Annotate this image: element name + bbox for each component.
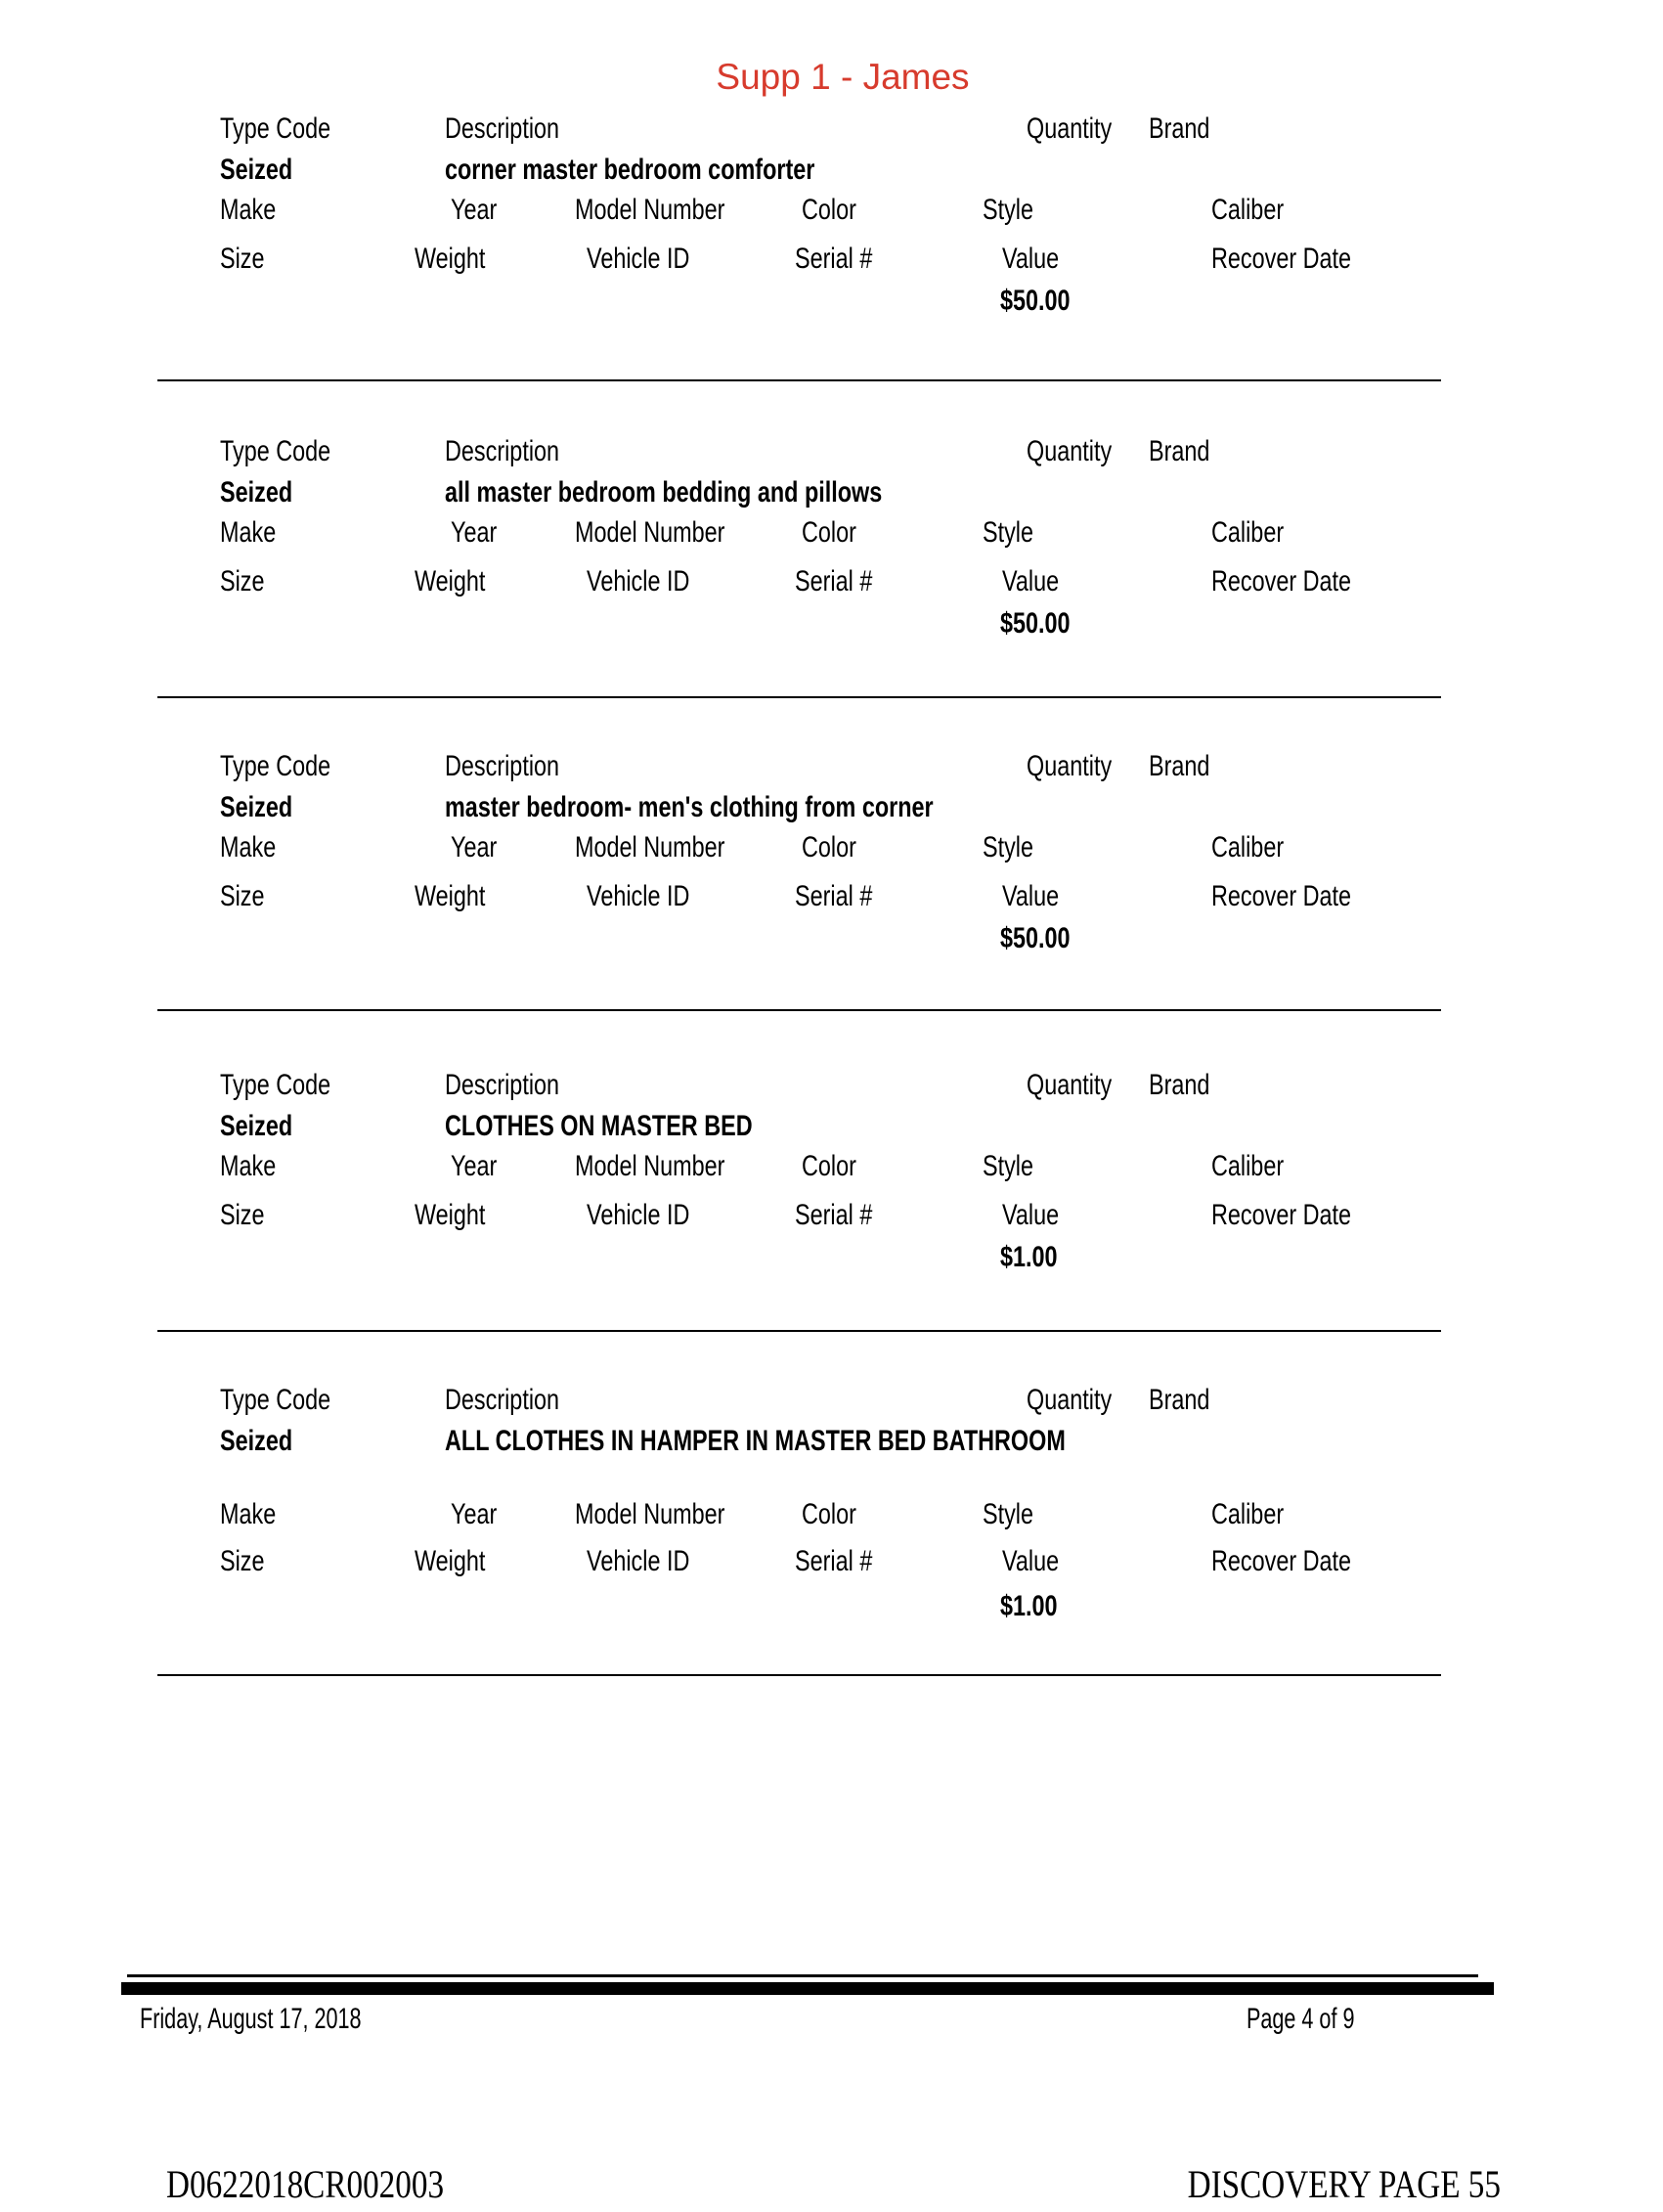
description-label: Description: [445, 435, 560, 467]
page-title: Supp 1 - James: [716, 57, 970, 97]
serial-label: Serial #: [795, 1199, 873, 1231]
make-label: Make: [220, 1150, 277, 1182]
make-label: Make: [220, 1498, 277, 1530]
quantity-label: Quantity: [1027, 435, 1113, 467]
quantity-label: Quantity: [1027, 1384, 1113, 1416]
make-label: Make: [220, 194, 277, 226]
description-label: Description: [445, 750, 560, 782]
brand-label: Brand: [1149, 750, 1210, 782]
description-label: Description: [445, 1069, 560, 1101]
value-label: Value: [1002, 1545, 1060, 1577]
serial-label: Serial #: [795, 880, 873, 912]
make-label: Make: [220, 831, 277, 863]
vehicle-id-label: Vehicle ID: [587, 1199, 690, 1231]
vehicle-id-label: Vehicle ID: [587, 565, 690, 597]
style-label: Style: [983, 194, 1034, 226]
description-value: ALL CLOTHES IN HAMPER IN MASTER BED BATHROOM: [445, 1425, 1066, 1457]
style-label: Style: [983, 1150, 1034, 1182]
caliber-label: Caliber: [1211, 1150, 1285, 1182]
weight-label: Weight: [415, 565, 486, 597]
description-value: master bedroom- men's clothing from corner: [445, 791, 934, 823]
value-amount: $50.00: [1000, 922, 1071, 954]
color-label: Color: [802, 194, 856, 226]
brand-label: Brand: [1149, 1384, 1210, 1416]
model-number-label: Model Number: [575, 1150, 725, 1182]
vehicle-id-label: Vehicle ID: [587, 880, 690, 912]
type-code-label: Type Code: [220, 1384, 331, 1416]
weight-label: Weight: [415, 1199, 486, 1231]
vehicle-id-label: Vehicle ID: [587, 243, 690, 275]
value-amount: $1.00: [1000, 1241, 1058, 1273]
year-label: Year: [451, 194, 498, 226]
model-number-label: Model Number: [575, 831, 725, 863]
section-divider: [157, 379, 1441, 381]
vehicle-id-label: Vehicle ID: [587, 1545, 690, 1577]
size-label: Size: [220, 565, 265, 597]
brand-label: Brand: [1149, 435, 1210, 467]
section-divider: [157, 1330, 1441, 1332]
color-label: Color: [802, 1498, 856, 1530]
model-number-label: Model Number: [575, 516, 725, 549]
type-code-label: Type Code: [220, 1069, 331, 1101]
type-code-label: Type Code: [220, 435, 331, 467]
quantity-label: Quantity: [1027, 112, 1113, 145]
make-label: Make: [220, 516, 277, 549]
color-label: Color: [802, 831, 856, 863]
discovery-page-stamp: DISCOVERY PAGE 55: [1187, 2162, 1501, 2206]
value-label: Value: [1002, 1199, 1060, 1231]
size-label: Size: [220, 1545, 265, 1577]
caliber-label: Caliber: [1211, 831, 1285, 863]
description-value: all master bedroom bedding and pillows: [445, 476, 883, 509]
caliber-label: Caliber: [1211, 516, 1285, 549]
color-label: Color: [802, 1150, 856, 1182]
type-code-value: Seized: [220, 791, 293, 823]
color-label: Color: [802, 516, 856, 549]
value-amount: $50.00: [1000, 607, 1071, 640]
style-label: Style: [983, 1498, 1034, 1530]
description-label: Description: [445, 1384, 560, 1416]
weight-label: Weight: [415, 1545, 486, 1577]
year-label: Year: [451, 1150, 498, 1182]
section-divider: [157, 1009, 1441, 1011]
size-label: Size: [220, 880, 265, 912]
caliber-label: Caliber: [1211, 1498, 1285, 1530]
value-amount: $50.00: [1000, 285, 1071, 317]
weight-label: Weight: [415, 880, 486, 912]
recover-date-label: Recover Date: [1211, 1545, 1352, 1577]
type-code-label: Type Code: [220, 750, 331, 782]
model-number-label: Model Number: [575, 1498, 725, 1530]
type-code-value: Seized: [220, 154, 293, 186]
case-number: D0622018CR002003: [166, 2162, 445, 2206]
size-label: Size: [220, 243, 265, 275]
brand-label: Brand: [1149, 112, 1210, 145]
caliber-label: Caliber: [1211, 194, 1285, 226]
footer-date: Friday, August 17, 2018: [140, 2003, 362, 2035]
value-label: Value: [1002, 565, 1060, 597]
value-label: Value: [1002, 880, 1060, 912]
footer-rule-thin: [127, 1974, 1478, 1977]
model-number-label: Model Number: [575, 194, 725, 226]
footer-rule-thick: [121, 1982, 1494, 1995]
recover-date-label: Recover Date: [1211, 880, 1352, 912]
description-label: Description: [445, 112, 560, 145]
value-amount: $1.00: [1000, 1590, 1058, 1622]
style-label: Style: [983, 831, 1034, 863]
quantity-label: Quantity: [1027, 750, 1113, 782]
description-value: CLOTHES ON MASTER BED: [445, 1110, 753, 1142]
weight-label: Weight: [415, 243, 486, 275]
serial-label: Serial #: [795, 243, 873, 275]
type-code-label: Type Code: [220, 112, 331, 145]
year-label: Year: [451, 831, 498, 863]
description-value: corner master bedroom comforter: [445, 154, 815, 186]
serial-label: Serial #: [795, 1545, 873, 1577]
size-label: Size: [220, 1199, 265, 1231]
recover-date-label: Recover Date: [1211, 243, 1352, 275]
section-divider: [157, 1674, 1441, 1676]
recover-date-label: Recover Date: [1211, 565, 1352, 597]
style-label: Style: [983, 516, 1034, 549]
value-label: Value: [1002, 243, 1060, 275]
footer-page-number: Page 4 of 9: [1246, 2003, 1354, 2035]
type-code-value: Seized: [220, 1425, 293, 1457]
section-divider: [157, 696, 1441, 698]
year-label: Year: [451, 1498, 498, 1530]
type-code-value: Seized: [220, 1110, 293, 1142]
brand-label: Brand: [1149, 1069, 1210, 1101]
type-code-value: Seized: [220, 476, 293, 509]
recover-date-label: Recover Date: [1211, 1199, 1352, 1231]
year-label: Year: [451, 516, 498, 549]
quantity-label: Quantity: [1027, 1069, 1113, 1101]
serial-label: Serial #: [795, 565, 873, 597]
